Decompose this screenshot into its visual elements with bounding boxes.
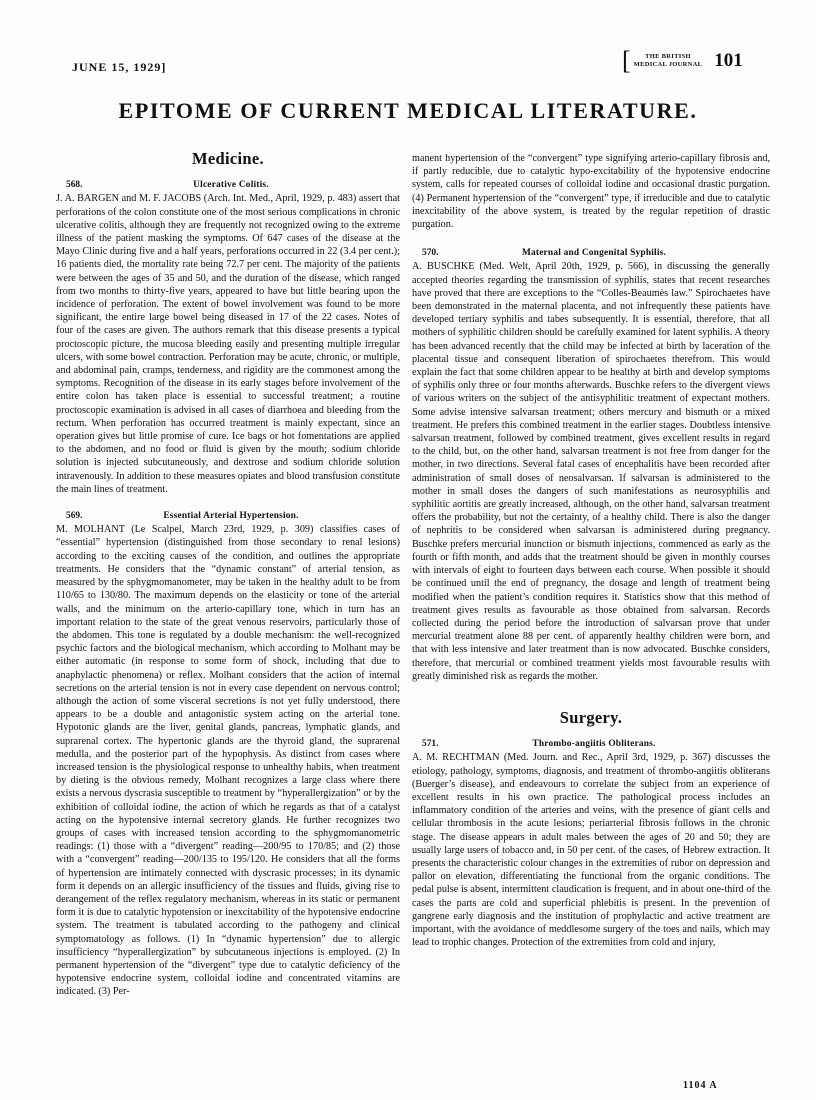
article-title: Thrombo-angiitis Obliterans.: [532, 739, 656, 750]
article-568-heading: [56, 179, 400, 192]
section-heading-surgery: Surgery.: [559, 707, 623, 727]
article-568-body: J. A. BARGEN and M. F. JACOBS (Arch. Int. Med., April, 1929, p. 483) assert that perforations of the colon constitute one of the most serious complications in chronic ulcerative colitis, although they are frequently not recognized owing to the extreme illness of the patient masking the symptoms. Of 647 cases of the disease at the Mayo Clinic during five and a half years, perforations occurred in 22 (3.4 per cent.); 16 patients died, the mortality rate being 72.7 per cent. The majority of the patients were between the ages of 35 and 50, and the duration of the disease, which ranged from two months to thirty-five years, appeared to have but little bearing upon the incidence of perforation. The extent of bowel involvement was found to be more significant, the entire large bowel being diseased in 17 of the 22 cases. Notes of four of the cases are given. The authors remark that this disease presents a typical proctoscopic picture, the mucosa bleeding easily and presenting multiple irregular ulcers, with some bowel contraction. Perforation may be acute, chronic, or multiple, and abdominal pain, cramps, tenderness, and rigidity are the commonest among the symptoms. Recognition of the disease in its early stages before involvement of the entire colon has taken place is essential to successful treatment; a routine proctoscopic examination is advised in all cases of diarrhoea and bleeding from the rectum. When perforation has occurred treatment is mainly expectant, since an operation gives but little promise of cure. Ice bags or hot fomentations are applied to the abdomen, and no food or fluid is given by the mouth; sodium chloride solution is injected subcutaneously, and dextrose and sodium chloride solution intravenously. In addition to these measures opiates and blood transfusion constitute the main lines of treatment.: [56, 193, 400, 495]
running-head-date: JUNE 15, 1929]: [72, 60, 167, 74]
page-number: 101: [714, 50, 743, 71]
article-number: 568.: [66, 180, 83, 191]
article-number: 570.: [422, 248, 439, 259]
article-title: Essential Arterial Hypertension.: [163, 511, 299, 522]
catchword: 1104 A: [683, 1080, 718, 1091]
section-heading-medicine: Medicine.: [192, 149, 264, 168]
article-569-body-continued: manent hypertension of the “convergent” type signifying arterio-capillary fibrosis and, if partly reducible, due to catalytic hypo-excitability of the hypotensive endocrine system, calls for repeated courses of colloidal iodine and occasional drastic purgation. (4) Permanent hypertension of the “convergent” type, if irreducible and due to catalytic inexcitability of the above system, is treated by the regular repetition of drastic purgation.: [412, 153, 770, 231]
page-title: EPITOME OF CURRENT MEDICAL LITERATURE.: [118, 98, 698, 123]
article-570-body: A. BUSCHKE (Med. Welt, April 20th, 1929, p. 566), in discussing the generally accepted theories regarding the transmission of syphilis, states that recent researches have proved that there are exceptions to the “Colles-Beaumès law.” Spirochaetes have been demonstrated in the maternal placenta, and not infrequently these patients have developed tertiary syphilis and tabes subsequently. It is essential, therefore, that all mothers of syphilitic children should be carefully examined for latent syphilis. A theory has been advanced recently that the child may be infected at birth by laceration of the placental tissue and consequent liberation of spirochaetes therefrom. This would explain the fact that some children appear to be healthy at birth and develop symptoms of syphilis only three or four months afterwards. Buschke refers to the divergent views of various writers on the subject of the antisyphilitic treatment of expectant mothers. Some advise intensive salvarsan treatment; others mercury and bismuth or a mixed treatment. He prefers this combined treatment in the earlier stages. Doubtless intensive salvarsan treatment, followed by combined treatment, gives excellent results in regard to the child, but, on the other hand, salvarsan treatment is not free from danger for the mother, in two directions. Several fatal cases of encephalitis have been recorded after administration of small doses of neosalvarsan. If salvarsan is administered to the mother in small doses the dangers of such manifestations as neurosyphilis and syphilitic aortitis are greatly increased, although, on the other hand, salvarsan treatment offers the probability, but not the certainty, of a healthy child. There is also the danger of nephritis to be considered when salvarsan is administered during pregnancy. Buschke prefers mercurial inunction or bismuth injections, commenced as early as the fourth or fifth month, and adds that the treatment should be given in monthly courses with intervals of eight to fourteen days between each course. When possible it should be continued until the end of pregnancy, the dosage and length of treatment being modified when the patient’s condition requires it. Statistics show that this method of treatment gives results as favourable as those obtained from salvarsan. Records collected during the period before the introduction of salvarsan prove that under mercurial treatment alone 88 per cent. of apparently healthy children were born, and that with less intensive and later treatment than is now advocated. Buschke considers, therefore, that mercurial or combined treatment yields most favourable results with greatly diminished risk as regards the mother.: [412, 261, 770, 682]
article-number: 569.: [66, 511, 83, 522]
article-569-heading: [56, 510, 400, 523]
left-column: [56, 149, 400, 999]
journal-name: [634, 53, 703, 68]
journal-line-2: MEDICAL JOURNAL: [633, 60, 703, 68]
article-571-heading: [412, 738, 770, 751]
running-head-journal: [622, 46, 743, 75]
right-column: [412, 152, 770, 949]
article-title: Maternal and Congenital Syphilis.: [521, 248, 667, 259]
article-number: 571.: [422, 739, 439, 750]
article-title: Ulcerative Colitis.: [193, 180, 269, 191]
bracket: [: [622, 46, 631, 75]
article-570-heading: [412, 247, 770, 260]
article-569-body: M. MOLHANT (Le Scalpel, March 23rd, 1929, p. 309) classifies cases of “essential” hypertension (distinguished from those secondary to renal lesions) according to the exciting causes of the condition, and outlines the appropriate treatments. He considers that the “dynamic constant” of arterial tension, as measured by the sphygmomanometer, may be taken in the healthy adult to be from 110/65 to 130/80. The maximum depends on the elasticity or tone of the arterial walls, and the minimum on the arterio-capillary tone, which in turn has an important relation to the state of the great venous reservoirs, particularly those of the abdomen. This tone is regulated by a double mechanism: the well-recognized psychic factors and the biological mechanism, which according to Molhant may be either automatic (in response to some form of shock, including that due to anaphylactic phenomena) or reflex. Molhant considers that the action of internal secretions on the arterial tension is not in every case dependent on nervous control; although the action of some visceral secretions is not yet fully understood, there appears to be a double and antagonistic system acting on the arterial tone. Hypotonic glands are the liver, genital glands, pancreas, lymphatic glands, and suprarenal cortex. The hypertonic glands are the thyroid gland, the suprarenal medulla, and the posterior part of the hypophysis. As distinct from cases where increased tension is the physiological response to unhealthy habits, when treatment by dieting is the obvious remedy, Molhant recognizes a large class where there exists a nervous dyscrasia susceptible to treatment by “hyperallergization” or by the exhibition of colloidal iodine, the action of which he regards as that of a catalyst acting on the hypotensive internal secretory glands. He further recognizes two groups of cases with increased tension according to the sphygmomanometric readings: (1) those with a “divergent” reading—200/95 to 170/85; and (2) those with a “convergent” reading—200/135 to 195/120. He considers that all the forms of hypertension are intimately connected with dyscrasic processes; in its dynamic form it depends on an allergic insufficiency of the tissues and fluids, giving rise to derangement of the reflex regulatory mechanism, whereas in its static or permanent form it is due to catalytic hypotension or inexcitability of the hypotensive endocrine system. The treatment is tabulated according to the pathogeny and clinical symptomatology as follows. (1) In “dynamic hypertension” due to allergic insufficiency “hyperallergization” by subcutaneous injections is employed. (2) In permanent hypertension of the “divergent” type due to catalytic deficiency of the hypotensive endocrine system, colloidal iodine and concentrated vitamins are indicated. (3) Per-: [56, 524, 400, 998]
article-571-body: A. M. RECHTMAN (Med. Journ. and Rec., April 3rd, 1929, p. 367) discusses the etiology, pathology, symptoms, diagnosis, and treatment of thrombo-angiitis obliterans (Buerger’s disease), and endeavours to correlate the subject from an experience of excellent results in his own practice. The pathological process includes an inflammatory condition of the arteries and veins, with the presence of giant cells and cellular thrombosis in the acute lesions; periarterial fibrosis follows in the chronic stage. The disease appears in adult males between the ages of 20 and 50; they are usually large users of tobacco and, in 50 per cent. of the cases, of Hebrew extraction. It presents the characteristic colour changes in the extremities of rubor on depression and pallor on elevation, differentiating the functional from the organic conditions. The pedal pulse is absent, intermittent claudication is frequent, and in about one-third of the cases the parts are cold and superficial phlebitis is present. In the prevention of gangrene early diagnosis and the institution of prophylactic and active treatment are important, with the avoidance of meddlesome surgery of the toes and nails, which may lead to trophic changes. Protection of the extremities from cold and injury,: [412, 752, 770, 949]
journal-line-1: THE BRITISH: [645, 53, 691, 60]
